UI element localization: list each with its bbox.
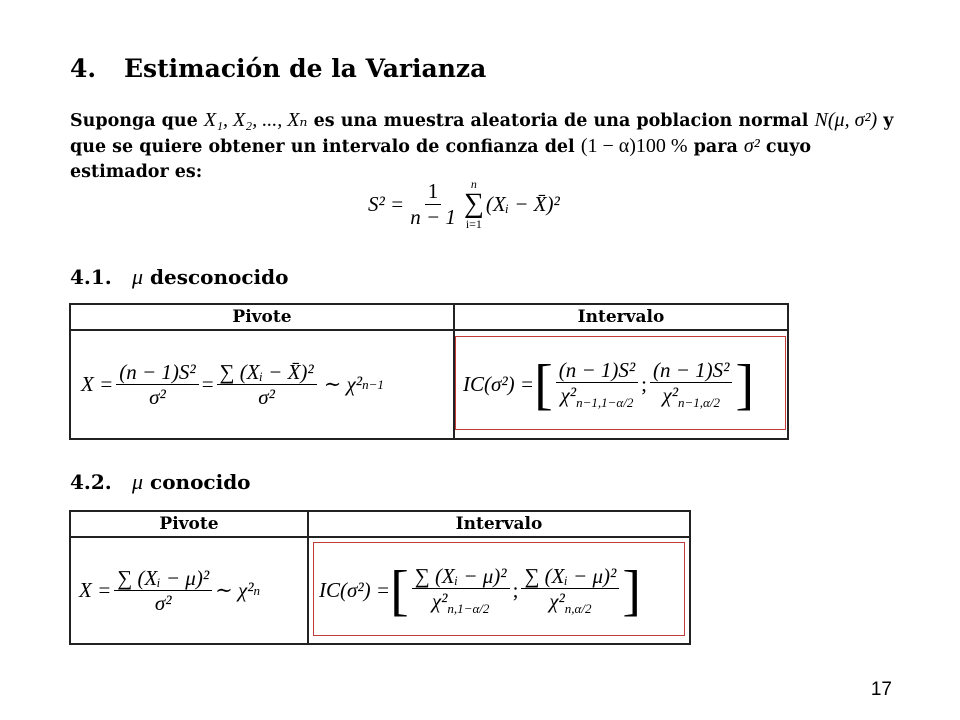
- mu-symbol: μ: [132, 469, 144, 494]
- pivot-cell: [70, 537, 308, 644]
- header-pivot: Pivote: [70, 304, 454, 330]
- interval-f1-num: (n − 1)S²: [556, 358, 638, 383]
- interval-f1-sub: n−1,1−α/2: [576, 395, 634, 411]
- interval-f1-sub: n,1−α/2: [447, 601, 490, 617]
- sum-upper: n: [470, 177, 477, 191]
- interval-f2-chi: χ²: [662, 383, 678, 407]
- right-bracket: ]: [735, 353, 755, 416]
- interval-f2-num: ∑ (Xᵢ − μ)²: [521, 564, 619, 589]
- estimator-body: (Xᵢ − X̄)²: [485, 191, 560, 216]
- pivot-f1-num: (n − 1)S²: [116, 360, 198, 385]
- estimator-frac-num: 1: [425, 179, 442, 204]
- header-interval: Intervalo: [308, 511, 690, 537]
- interval-f2-sub: n−1,α/2: [678, 395, 721, 411]
- interval-f2-sub: n,α/2: [564, 601, 592, 617]
- pivot-f1-den: σ²: [149, 385, 166, 409]
- highlight-box-interval-2: [313, 542, 685, 636]
- interval-f2-chi: χ²: [549, 589, 565, 613]
- page-number: 17: [870, 679, 892, 700]
- interval-f2-num: (n − 1)S²: [650, 358, 732, 383]
- section-title: Estimación de la Varianza: [124, 54, 487, 83]
- pivot-fraction-2: [217, 360, 317, 409]
- subsection-heading-4-1: [70, 264, 288, 290]
- pivot-f2-den: σ²: [258, 385, 275, 409]
- intro-text-2: es una muestra aleatoria de una poblacion normal: [313, 111, 809, 131]
- interval-f1-num: ∑ (Xᵢ − μ)²: [412, 564, 510, 589]
- chi-square-df: n: [253, 582, 261, 598]
- pivot-f-num: ∑ (Xᵢ − μ)²: [114, 566, 212, 591]
- header-interval: Intervalo: [454, 304, 788, 330]
- interval-lhs: IC(σ²) =: [463, 372, 535, 396]
- estimator-frac-den: n − 1: [410, 204, 456, 229]
- intro-text-1: Suponga que: [70, 111, 198, 131]
- separator: ;: [641, 372, 648, 396]
- right-bracket: ]: [622, 559, 641, 622]
- pivot-fraction: [114, 566, 212, 615]
- sum-lower: i=1: [465, 217, 482, 231]
- mu-symbol: μ: [132, 264, 144, 289]
- pivot-f2-num: ∑ (Xᵢ − X̄)²: [217, 360, 317, 385]
- estimator-formula: [368, 172, 560, 236]
- pivot-f-den: σ²: [154, 591, 172, 615]
- subsection-number: 4.2.: [70, 470, 112, 494]
- subsection-label: desconocido: [150, 265, 289, 289]
- section-number: 4.: [70, 54, 97, 83]
- intro-text-5: cuyo estimador es:: [70, 137, 812, 182]
- section-heading: [70, 54, 486, 83]
- highlight-box-interval-1: [455, 336, 786, 430]
- sample-vars: X₁, X₂, ..., Xₙ: [203, 109, 308, 131]
- pivot-fraction-1: [116, 360, 198, 409]
- estimator-lhs: S² =: [368, 191, 405, 216]
- summation: [464, 178, 484, 230]
- subsection-number: 4.1.: [70, 265, 112, 289]
- left-bracket: [: [390, 559, 409, 622]
- normal-dist: N(μ, σ²): [814, 109, 878, 131]
- sigma-symbol: ∑: [463, 188, 484, 219]
- confidence-level: (1 − α)100 %: [580, 135, 688, 157]
- interval-lhs: IC(σ²) =: [319, 578, 391, 602]
- left-bracket: [: [534, 353, 553, 416]
- header-pivot: Pivote: [70, 511, 308, 537]
- pivot-lhs: X =: [79, 578, 112, 602]
- subsection-heading-4-2: [70, 469, 251, 495]
- pivot-cell: [70, 330, 454, 439]
- interval-f1-chi: χ²: [431, 589, 448, 613]
- chi-square-dist: ∼ χ²: [215, 578, 254, 602]
- subsection-label: conocido: [150, 470, 251, 494]
- variance-param: σ²: [743, 135, 760, 157]
- estimator-fraction: [407, 179, 459, 228]
- equals-sign: =: [201, 372, 214, 396]
- intro-text-4: para: [693, 137, 738, 157]
- chi-square-df: n−1: [362, 376, 384, 392]
- chi-square-dist: ∼ χ²: [323, 372, 363, 396]
- interval-f1-chi: χ²: [560, 383, 577, 407]
- pivot-lhs: X =: [81, 372, 114, 396]
- intro-text-3: y que se quiere obtener un intervalo de confianza del: [70, 111, 894, 157]
- separator: ;: [512, 578, 519, 602]
